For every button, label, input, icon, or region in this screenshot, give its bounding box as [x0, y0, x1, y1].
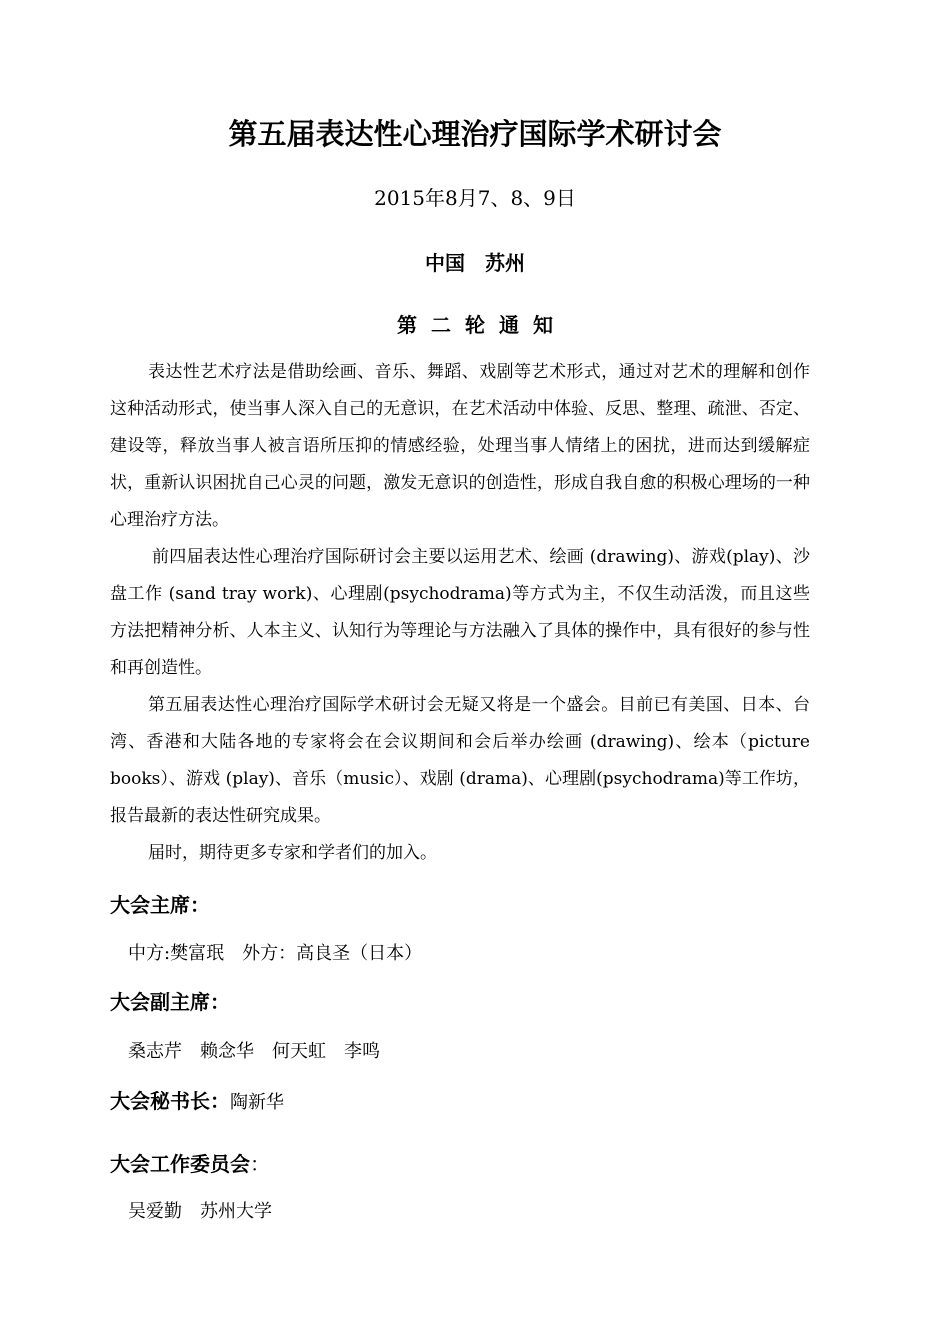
paragraph-previous-sessions: 前四届表达性心理治疗国际研讨会主要以运用艺术、绘画 (drawing)、游戏(play)、沙盘工作 (sand tray work)、心理剧(psychodrama)等方式为主，不仅生动活泼，而且这些方法把精神分析、人本主义、认知行为等理论与方法融入了具体的操作中，具有很好的参与性和再创造性。: [110, 547, 810, 678]
secretary-name: 陶新华: [230, 1092, 284, 1113]
notice-heading: 第二轮通知: [397, 313, 567, 337]
secretary-heading: 大会秘书长：: [110, 1089, 230, 1113]
document-title: 第五届表达性心理治疗国际学术研讨会: [228, 117, 722, 151]
committee-member: 吴爱勤 苏州大学: [128, 1201, 272, 1222]
vice-chair-heading: 大会副主席：: [110, 990, 230, 1014]
chair-names: 中方:樊富珉 外方：高良圣（日本）: [128, 943, 423, 964]
chair-heading: 大会主席：: [110, 893, 210, 917]
committee-heading: 大会工作委员会: [110, 1152, 250, 1176]
conference-date: 2015年8月7、8、9日: [374, 186, 576, 210]
secretary-line: [110, 1085, 284, 1114]
committee-colon: ：: [250, 1152, 270, 1176]
vice-chair-names: 桑志芹 赖念华 何天虹 李鸣: [128, 1041, 380, 1062]
conference-location: 中国 苏州: [425, 251, 525, 275]
paragraph-intro: 表达性艺术疗法是借助绘画、音乐、舞蹈、戏剧等艺术形式，通过对艺术的理解和创作这种活动形式，使当事人深入自己的无意识，在艺术活动中体验、反思、整理、疏泄、否定、建设等，释放当事人被言语所压抑的情感经验，处理当事人情绪上的困扰，进而达到缓解症状，重新认识困扰自己心灵的问题，激发无意识的创造性，形成自我自愈的积极心理场的一种心理治疗方法。: [110, 362, 810, 530]
committee-heading-line: [110, 1148, 270, 1177]
paragraph-fifth-session: 第五届表达性心理治疗国际学术研讨会无疑又将是一个盛会。目前已有美国、日本、台湾、香港和大陆各地的专家将会在会议期间和会后举办绘画 (drawing)、绘本（picture books）、游戏 (play)、音乐（music）、戏剧 (drama)、心理剧(psychodrama)等工作坊，报告最新的表达性研究成果。: [110, 695, 810, 826]
paragraph-welcome: 届时，期待更多专家和学者们的加入。: [148, 843, 437, 863]
